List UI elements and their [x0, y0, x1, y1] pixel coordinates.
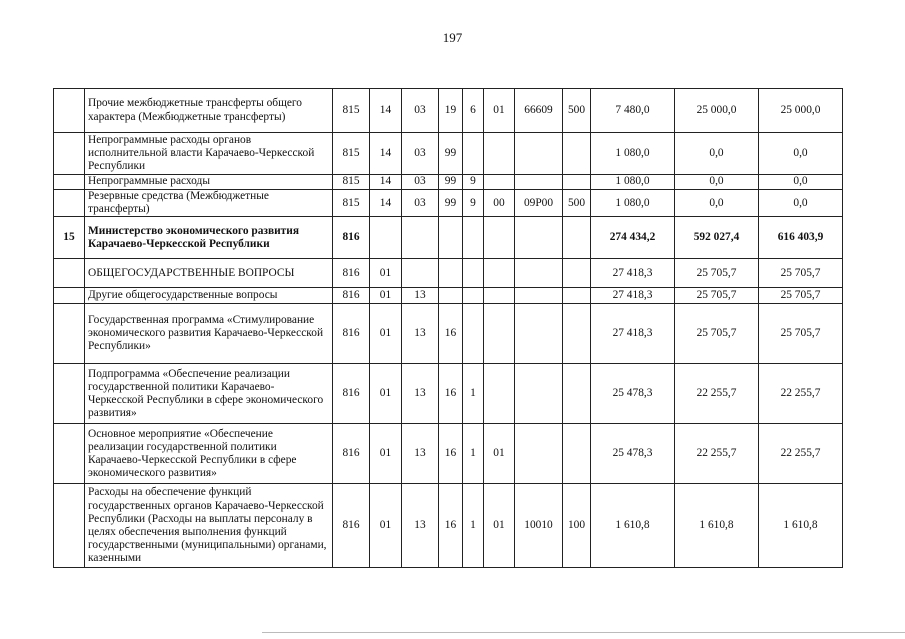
- program-code-cell: 16: [439, 364, 463, 424]
- subprogram-code-cell: [463, 288, 484, 304]
- amount-year2-cell: 25 000,0: [675, 89, 759, 133]
- row-name-cell: Подпрограмма «Обеспечение реализации государственной политики Карачаево-Черкесской Республики в сфере экономического развития»: [85, 364, 333, 424]
- row-index-cell: [54, 175, 85, 190]
- table-row: [54, 89, 843, 133]
- table-row: [54, 484, 843, 568]
- amount-year1-cell: 25 478,3: [591, 424, 675, 484]
- amount-year2-cell: 25 705,7: [675, 304, 759, 364]
- row-index-cell: [54, 133, 85, 175]
- event-code-cell: [484, 304, 515, 364]
- amount-year1-cell: 27 418,3: [591, 304, 675, 364]
- expense-type-cell: 100: [563, 484, 591, 568]
- row-name-cell: Основное мероприятие «Обеспечение реализации государственной политики Карачаево-Черкесской Республики в сфере экономического развития»: [85, 424, 333, 484]
- section-code-cell: [370, 217, 402, 259]
- row-name-cell: Государственная программа «Стимулирование экономического развития Карачаево-Черкесской Республики»: [85, 304, 333, 364]
- section-code-cell: 01: [370, 304, 402, 364]
- amount-year2-cell: 0,0: [675, 133, 759, 175]
- expense-type-cell: [563, 304, 591, 364]
- ministry-code-cell: 816: [333, 304, 370, 364]
- subsection-code-cell: 03: [402, 190, 439, 217]
- row-name-cell: Прочие межбюджетные трансферты общего характера (Межбюджетные трансферты): [85, 89, 333, 133]
- bottom-rule: [262, 632, 905, 633]
- amount-year3-cell: 22 255,7: [759, 364, 843, 424]
- subsection-code-cell: [402, 259, 439, 288]
- program-code-cell: 16: [439, 484, 463, 568]
- direction-code-cell: 09Р00: [515, 190, 563, 217]
- program-code-cell: 99: [439, 175, 463, 190]
- row-name-cell: Непрограммные расходы: [85, 175, 333, 190]
- table-body: [54, 89, 843, 568]
- ministry-code-cell: 816: [333, 424, 370, 484]
- event-code-cell: 01: [484, 89, 515, 133]
- ministry-code-cell: 815: [333, 175, 370, 190]
- row-index-cell: [54, 304, 85, 364]
- amount-year2-cell: 22 255,7: [675, 364, 759, 424]
- subprogram-code-cell: 1: [463, 424, 484, 484]
- budget-table: [53, 88, 843, 568]
- amount-year3-cell: 0,0: [759, 190, 843, 217]
- amount-year1-cell: 274 434,2: [591, 217, 675, 259]
- subprogram-code-cell: 1: [463, 364, 484, 424]
- amount-year2-cell: 25 705,7: [675, 259, 759, 288]
- table-row: [54, 190, 843, 217]
- row-index-cell: [54, 484, 85, 568]
- row-name-cell: Непрограммные расходы органов исполнительной власти Карачаево-Черкесской Республики: [85, 133, 333, 175]
- amount-year1-cell: 1 610,8: [591, 484, 675, 568]
- table-row: [54, 259, 843, 288]
- amount-year2-cell: 592 027,4: [675, 217, 759, 259]
- expense-type-cell: [563, 364, 591, 424]
- amount-year3-cell: 1 610,8: [759, 484, 843, 568]
- direction-code-cell: [515, 133, 563, 175]
- row-index-cell: [54, 364, 85, 424]
- direction-code-cell: [515, 259, 563, 288]
- direction-code-cell: 10010: [515, 484, 563, 568]
- amount-year1-cell: 25 478,3: [591, 364, 675, 424]
- subprogram-code-cell: [463, 259, 484, 288]
- event-code-cell: [484, 217, 515, 259]
- expense-type-cell: [563, 133, 591, 175]
- event-code-cell: 00: [484, 190, 515, 217]
- amount-year2-cell: 22 255,7: [675, 424, 759, 484]
- expense-type-cell: [563, 259, 591, 288]
- section-code-cell: 01: [370, 259, 402, 288]
- event-code-cell: [484, 364, 515, 424]
- subsection-code-cell: 03: [402, 133, 439, 175]
- amount-year3-cell: 0,0: [759, 175, 843, 190]
- program-code-cell: 99: [439, 133, 463, 175]
- amount-year1-cell: 1 080,0: [591, 190, 675, 217]
- subsection-code-cell: 13: [402, 288, 439, 304]
- table-row: [54, 304, 843, 364]
- section-code-cell: 01: [370, 364, 402, 424]
- direction-code-cell: [515, 364, 563, 424]
- section-code-cell: 14: [370, 190, 402, 217]
- subprogram-code-cell: [463, 304, 484, 364]
- row-index-cell: [54, 288, 85, 304]
- direction-code-cell: [515, 217, 563, 259]
- program-code-cell: 99: [439, 190, 463, 217]
- amount-year1-cell: 1 080,0: [591, 133, 675, 175]
- table-row: [54, 133, 843, 175]
- amount-year3-cell: 22 255,7: [759, 424, 843, 484]
- amount-year3-cell: 25 705,7: [759, 288, 843, 304]
- subsection-code-cell: 13: [402, 364, 439, 424]
- expense-type-cell: 500: [563, 190, 591, 217]
- amount-year2-cell: 25 705,7: [675, 288, 759, 304]
- event-code-cell: [484, 175, 515, 190]
- event-code-cell: [484, 133, 515, 175]
- direction-code-cell: [515, 424, 563, 484]
- program-code-cell: [439, 288, 463, 304]
- event-code-cell: 01: [484, 484, 515, 568]
- row-name-cell: Расходы на обеспечение функций государственных органов Карачаево-Черкесской Республики (Расходы на выплаты персоналу в целях обеспечения выполнения функций государственными (муниципальными) органами, казенными: [85, 484, 333, 568]
- amount-year1-cell: 27 418,3: [591, 259, 675, 288]
- subprogram-code-cell: 9: [463, 175, 484, 190]
- direction-code-cell: [515, 304, 563, 364]
- subprogram-code-cell: [463, 217, 484, 259]
- row-name-cell: ОБЩЕГОСУДАРСТВЕННЫЕ ВОПРОСЫ: [85, 259, 333, 288]
- subprogram-code-cell: 1: [463, 484, 484, 568]
- row-name-cell: Другие общегосударственные вопросы: [85, 288, 333, 304]
- event-code-cell: [484, 288, 515, 304]
- program-code-cell: 16: [439, 424, 463, 484]
- program-code-cell: [439, 217, 463, 259]
- subsection-code-cell: [402, 217, 439, 259]
- program-code-cell: 19: [439, 89, 463, 133]
- row-index-cell: [54, 89, 85, 133]
- table-row: [54, 288, 843, 304]
- table-row: [54, 364, 843, 424]
- row-index-cell: [54, 424, 85, 484]
- expense-type-cell: 500: [563, 89, 591, 133]
- expense-type-cell: [563, 217, 591, 259]
- event-code-cell: [484, 259, 515, 288]
- section-code-cell: 01: [370, 484, 402, 568]
- section-code-cell: 14: [370, 89, 402, 133]
- ministry-code-cell: 816: [333, 217, 370, 259]
- table-row: [54, 424, 843, 484]
- ministry-code-cell: 816: [333, 484, 370, 568]
- page-number: 197: [442, 30, 463, 45]
- ministry-code-cell: 815: [333, 190, 370, 217]
- amount-year3-cell: 25 705,7: [759, 304, 843, 364]
- amount-year1-cell: 7 480,0: [591, 89, 675, 133]
- section-code-cell: 14: [370, 133, 402, 175]
- subprogram-code-cell: 6: [463, 89, 484, 133]
- amount-year3-cell: 25 705,7: [759, 259, 843, 288]
- section-code-cell: 14: [370, 175, 402, 190]
- amount-year1-cell: 1 080,0: [591, 175, 675, 190]
- ministry-code-cell: 816: [333, 288, 370, 304]
- ministry-code-cell: 816: [333, 364, 370, 424]
- ministry-code-cell: 815: [333, 133, 370, 175]
- subprogram-code-cell: 9: [463, 190, 484, 217]
- amount-year2-cell: 0,0: [675, 175, 759, 190]
- amount-year3-cell: 616 403,9: [759, 217, 843, 259]
- amount-year2-cell: 0,0: [675, 190, 759, 217]
- subsection-code-cell: 13: [402, 484, 439, 568]
- subsection-code-cell: 03: [402, 89, 439, 133]
- amount-year2-cell: 1 610,8: [675, 484, 759, 568]
- amount-year3-cell: 0,0: [759, 133, 843, 175]
- direction-code-cell: [515, 288, 563, 304]
- row-name-cell: Резервные средства (Межбюджетные трансферты): [85, 190, 333, 217]
- amount-year3-cell: 25 000,0: [759, 89, 843, 133]
- subprogram-code-cell: [463, 133, 484, 175]
- program-code-cell: [439, 259, 463, 288]
- direction-code-cell: 66609: [515, 89, 563, 133]
- direction-code-cell: [515, 175, 563, 190]
- expense-type-cell: [563, 175, 591, 190]
- section-code-cell: 01: [370, 424, 402, 484]
- table-row: [54, 175, 843, 190]
- section-code-cell: 01: [370, 288, 402, 304]
- expense-type-cell: [563, 288, 591, 304]
- table-row: [54, 217, 843, 259]
- program-code-cell: 16: [439, 304, 463, 364]
- row-index-cell: 15: [54, 217, 85, 259]
- subsection-code-cell: 03: [402, 175, 439, 190]
- subsection-code-cell: 13: [402, 424, 439, 484]
- expense-type-cell: [563, 424, 591, 484]
- event-code-cell: 01: [484, 424, 515, 484]
- subsection-code-cell: 13: [402, 304, 439, 364]
- amount-year1-cell: 27 418,3: [591, 288, 675, 304]
- ministry-code-cell: 816: [333, 259, 370, 288]
- row-name-cell: Министерство экономического развития Карачаево-Черкесской Республики: [85, 217, 333, 259]
- row-index-cell: [54, 190, 85, 217]
- row-index-cell: [54, 259, 85, 288]
- budget-table-container: [53, 88, 843, 568]
- ministry-code-cell: 815: [333, 89, 370, 133]
